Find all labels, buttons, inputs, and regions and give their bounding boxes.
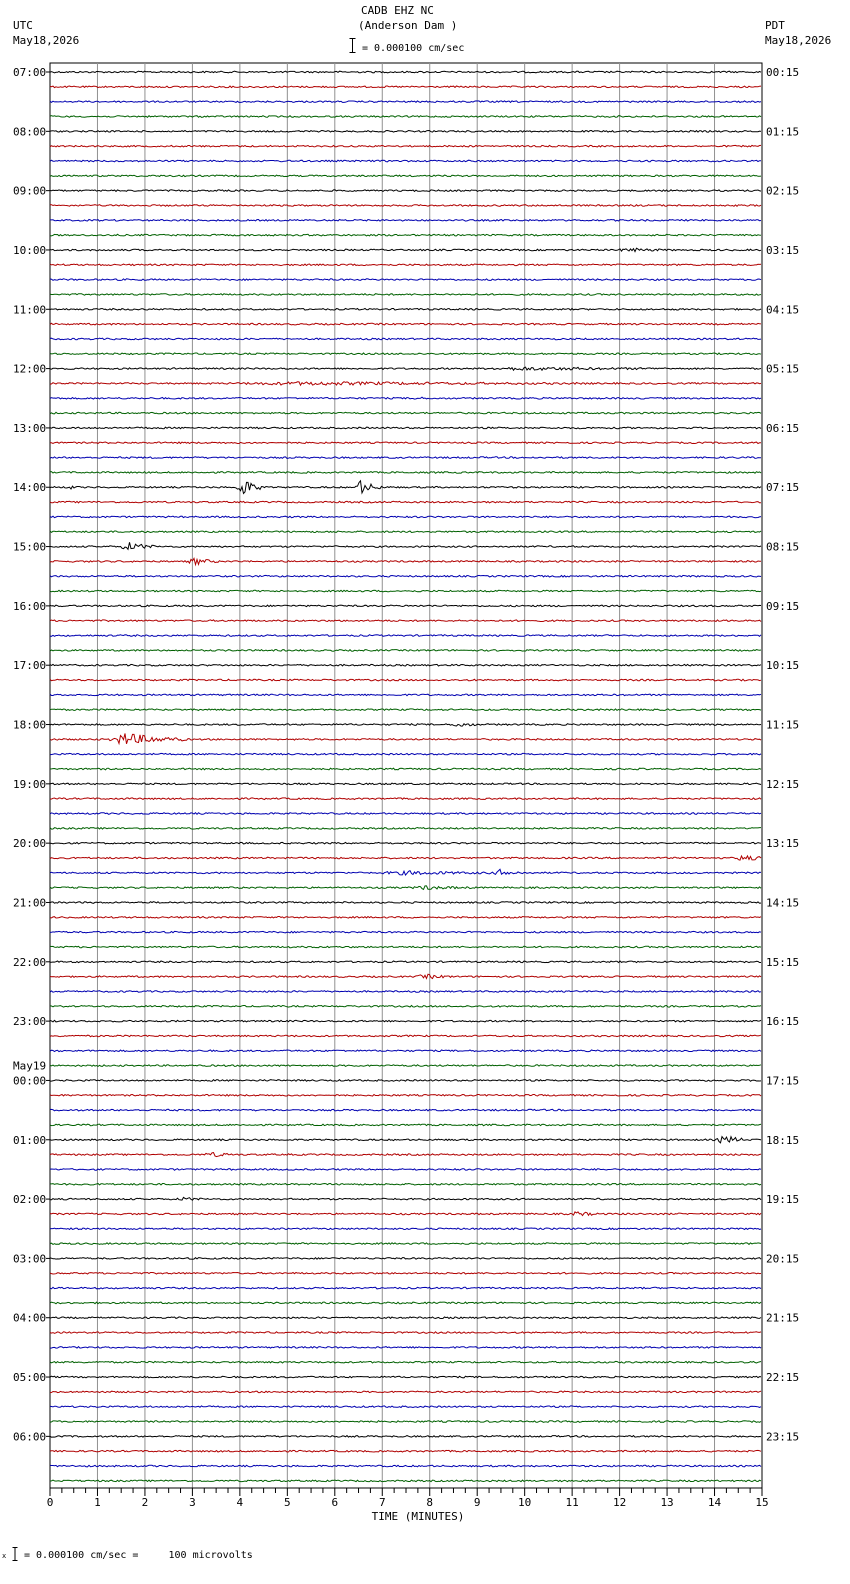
pdt-hour-label: 12:15 bbox=[766, 777, 800, 791]
trace-line bbox=[50, 886, 761, 890]
trace-line bbox=[50, 1137, 761, 1143]
trace-line bbox=[50, 961, 761, 963]
trace-line bbox=[50, 116, 761, 118]
pdt-hour-label: 23:15 bbox=[766, 1430, 800, 1444]
trace-line bbox=[50, 382, 761, 386]
trace-line bbox=[50, 931, 761, 933]
trace-line bbox=[50, 1197, 761, 1200]
trace-line bbox=[50, 558, 761, 564]
pdt-hour-label: 00:15 bbox=[766, 66, 800, 79]
utc-hour-label: 10:00 bbox=[13, 243, 47, 257]
trace-line bbox=[50, 694, 761, 696]
trace-line bbox=[50, 1480, 761, 1482]
pdt-hour-label: 11:15 bbox=[766, 718, 800, 732]
trace-line bbox=[50, 1258, 761, 1260]
x-tick-label: 5 bbox=[284, 1496, 291, 1509]
trace-line bbox=[50, 1421, 761, 1423]
trace-line bbox=[50, 1228, 761, 1230]
trace-line bbox=[50, 220, 761, 222]
utc-hour-label: 16:00 bbox=[13, 599, 47, 613]
utc-hour-label: 14:00 bbox=[13, 481, 47, 495]
pdt-hour-label: 09:15 bbox=[766, 599, 800, 613]
utc-hour-label: 18:00 bbox=[13, 718, 47, 732]
pdt-hour-label: 01:15 bbox=[766, 125, 800, 139]
trace-line bbox=[50, 309, 761, 311]
utc-hour-label: 20:00 bbox=[13, 837, 47, 851]
trace-line bbox=[50, 1347, 761, 1349]
utc-hour-label: 22:00 bbox=[13, 955, 47, 969]
trace-line bbox=[50, 813, 761, 815]
trace-line bbox=[50, 679, 761, 681]
trace-line bbox=[50, 442, 761, 444]
trace-line bbox=[50, 724, 761, 726]
trace-line bbox=[50, 709, 761, 711]
pdt-hour-label: 07:15 bbox=[766, 481, 800, 495]
pdt-hour-label: 19:15 bbox=[766, 1193, 800, 1207]
trace-line bbox=[50, 917, 761, 919]
trace-line bbox=[50, 1361, 761, 1363]
trace-line bbox=[50, 1050, 761, 1052]
trace-line bbox=[50, 575, 761, 577]
utc-hour-label: 07:00 bbox=[13, 66, 47, 79]
trace-line bbox=[50, 1436, 761, 1438]
trace-line bbox=[50, 856, 761, 860]
trace-line bbox=[50, 1302, 761, 1304]
x-tick-label: 2 bbox=[141, 1496, 149, 1509]
x-tick-label: 1 bbox=[94, 1496, 101, 1509]
trace-line bbox=[50, 902, 761, 904]
utc-hour-label: 15:00 bbox=[13, 540, 47, 554]
x-axis-title: TIME (MINUTES) bbox=[371, 1510, 465, 1523]
pdt-hour-label: 17:15 bbox=[766, 1074, 800, 1088]
pdt-hour-label: 06:15 bbox=[766, 421, 800, 435]
trace-line bbox=[50, 412, 761, 414]
trace-line bbox=[50, 1406, 761, 1408]
trace-line bbox=[50, 946, 761, 948]
pdt-hour-label: 22:15 bbox=[766, 1371, 800, 1385]
pdt-hour-label: 16:15 bbox=[766, 1015, 800, 1029]
trace-line bbox=[50, 457, 761, 459]
trace-line bbox=[50, 620, 761, 622]
trace-line bbox=[50, 353, 761, 355]
trace-line bbox=[50, 1169, 761, 1171]
pdt-hour-label: 10:15 bbox=[766, 659, 800, 673]
trace-line bbox=[50, 160, 761, 162]
trace-line bbox=[50, 635, 761, 637]
x-tick-label: 3 bbox=[189, 1496, 196, 1509]
trace-line bbox=[50, 531, 761, 533]
trace-line bbox=[50, 86, 761, 88]
trace-line bbox=[50, 323, 761, 325]
trace-line bbox=[50, 1020, 761, 1022]
trace-line bbox=[50, 1006, 761, 1008]
utc-date: May18,2026 bbox=[13, 34, 80, 47]
trace-line bbox=[50, 71, 761, 73]
trace-line bbox=[50, 783, 761, 785]
trace-line bbox=[50, 753, 761, 755]
trace-line bbox=[50, 1080, 761, 1082]
trace-line bbox=[50, 516, 761, 518]
pdt-hour-label: 03:15 bbox=[766, 243, 800, 257]
pdt-hour-label: 05:15 bbox=[766, 362, 800, 376]
utc-hour-label: 09:00 bbox=[13, 184, 47, 198]
x-tick-label: 14 bbox=[707, 1496, 722, 1509]
utc-hour-label: 00:00 bbox=[13, 1074, 47, 1088]
x-tick-label: 9 bbox=[473, 1496, 481, 1509]
trace-line bbox=[50, 101, 761, 103]
pdt-hour-label: 20:15 bbox=[766, 1252, 800, 1266]
trace-line bbox=[50, 1109, 761, 1111]
utc-hour-label: 11:00 bbox=[13, 303, 47, 317]
trace-line bbox=[50, 131, 761, 133]
trace-line bbox=[50, 279, 761, 281]
trace-line bbox=[50, 542, 761, 549]
pdt-label: PDT bbox=[765, 19, 785, 32]
trace-line bbox=[50, 175, 761, 177]
trace-line bbox=[50, 248, 761, 251]
trace-line bbox=[50, 1095, 761, 1097]
trace-line bbox=[50, 1184, 761, 1186]
x-tick-label: 11 bbox=[565, 1496, 579, 1509]
trace-line bbox=[50, 605, 761, 607]
pdt-hour-label: 02:15 bbox=[766, 184, 800, 198]
trace-line bbox=[50, 1391, 761, 1393]
trace-line bbox=[50, 481, 761, 494]
trace-line bbox=[50, 1465, 761, 1467]
trace-line bbox=[50, 828, 761, 830]
x-tick-label: 15 bbox=[755, 1496, 769, 1509]
pdt-hour-label: 08:15 bbox=[766, 540, 800, 554]
trace-line bbox=[50, 205, 761, 207]
trace-line bbox=[50, 190, 761, 192]
trace-line bbox=[50, 650, 761, 652]
trace-line bbox=[50, 1153, 761, 1157]
pdt-hour-label: 13:15 bbox=[766, 837, 800, 851]
x-tick-label: 12 bbox=[612, 1496, 627, 1509]
trace-line bbox=[50, 1124, 761, 1126]
footer-scale-note: = 0.000100 cm/sec = 100 microvolts bbox=[24, 1550, 253, 1561]
x-tick-label: 8 bbox=[426, 1496, 434, 1509]
trace-line bbox=[50, 264, 761, 266]
trace-line bbox=[50, 869, 761, 875]
utc-hour-label: 19:00 bbox=[13, 777, 47, 791]
trace-line bbox=[50, 768, 761, 770]
utc-hour-label: 06:00 bbox=[13, 1430, 47, 1444]
pdt-hour-label: 21:15 bbox=[766, 1311, 800, 1325]
trace-line bbox=[50, 1317, 761, 1319]
pdt-hour-label: 04:15 bbox=[766, 303, 800, 317]
trace-line bbox=[50, 1212, 761, 1216]
utc-hour-label: 21:00 bbox=[13, 896, 47, 910]
station-title: CADB EHZ NC bbox=[361, 4, 434, 17]
scale-label: = 0.000100 cm/sec bbox=[362, 43, 465, 54]
trace-line bbox=[50, 1035, 761, 1037]
trace-line bbox=[50, 397, 761, 399]
utc-hour-label: 17:00 bbox=[13, 659, 47, 673]
location-title: (Anderson Dam ) bbox=[358, 19, 458, 32]
trace-line bbox=[50, 294, 761, 296]
trace-line bbox=[50, 145, 761, 147]
trace-line bbox=[50, 234, 761, 236]
trace-line bbox=[50, 472, 761, 474]
trace-line bbox=[50, 1272, 761, 1274]
x-tick-label: 7 bbox=[378, 1496, 386, 1509]
utc-hour-label: 08:00 bbox=[13, 125, 47, 139]
trace-line bbox=[50, 1065, 761, 1067]
trace-line bbox=[50, 664, 761, 666]
utc-label: UTC bbox=[13, 19, 33, 32]
trace-line bbox=[50, 1243, 761, 1245]
svg-text:x: x bbox=[2, 1552, 7, 1560]
utc-hour-label: 12:00 bbox=[13, 362, 47, 376]
footer-scale-icon bbox=[2, 1546, 18, 1562]
trace-line bbox=[50, 367, 761, 370]
trace-line bbox=[50, 1376, 761, 1378]
trace-line bbox=[50, 501, 761, 503]
trace-line bbox=[50, 734, 761, 744]
utc-hour-label: 03:00 bbox=[13, 1252, 47, 1266]
utc-hour-label: 02:00 bbox=[13, 1193, 47, 1207]
pdt-hour-label: 15:15 bbox=[766, 955, 800, 969]
trace-line bbox=[50, 842, 761, 844]
x-tick-label: 13 bbox=[660, 1496, 674, 1509]
trace-line bbox=[50, 798, 761, 800]
trace-line bbox=[50, 590, 761, 592]
x-tick-label: 4 bbox=[236, 1496, 244, 1509]
trace-line bbox=[50, 427, 761, 429]
trace-line bbox=[50, 1287, 761, 1289]
trace-line bbox=[50, 991, 761, 993]
pdt-hour-label: 18:15 bbox=[766, 1133, 800, 1147]
utc-hour-label: 01:00 bbox=[13, 1133, 47, 1147]
utc-hour-label: 23:00 bbox=[13, 1015, 47, 1029]
trace-line bbox=[50, 974, 761, 978]
pdt-date: May18,2026 bbox=[765, 34, 832, 47]
x-tick-label: 10 bbox=[518, 1496, 532, 1509]
pdt-hour-label: 14:15 bbox=[766, 896, 800, 910]
utc-hour-label: 13:00 bbox=[13, 421, 47, 435]
trace-line bbox=[50, 1332, 761, 1334]
utc-hour-label: 04:00 bbox=[13, 1311, 47, 1325]
x-tick-label: 0 bbox=[46, 1496, 54, 1509]
trace-line bbox=[50, 338, 761, 340]
trace-line bbox=[50, 1450, 761, 1452]
x-tick-label: 6 bbox=[331, 1496, 339, 1509]
day-change-label: May19 bbox=[13, 1059, 47, 1073]
utc-hour-label: 05:00 bbox=[13, 1371, 47, 1385]
